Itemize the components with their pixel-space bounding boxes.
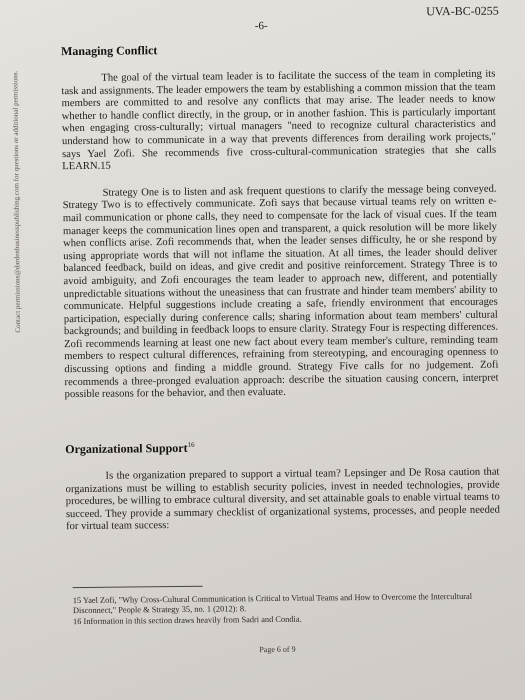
footnote-16: 16 Information in this section draws heavily from Sadri and Condia. bbox=[72, 614, 302, 627]
page-footer: Page 6 of 9 bbox=[259, 644, 296, 655]
paragraph-2: Strategy One is to listen and ask frequent questions to clarify the message being conveyed. Strategy Two is to effectively communicate. Zofi says that because virtual teams rely on written e-mail communication or phone calls, they need to compensate for the lack of visual cues. If the team manager keeps the communication lines open and transparent, a quick resolution will be more likely when conflicts arise. Zofi recommends that, when the leader senses difficulty, he or she respond by using appropriate words that will not inflame the situation. At all times, the leader should deliver balanced feedback, build on ideas, and give credit and positive reinforcement. Strategy Three is to avoid ambiguity, and Zofi encourages the team leader to approach new, different, and potentially unpredictable situations without the uneasiness that can frustrate and hinder team members' ability to communicate. Helpful suggestions include creating a safe, friendly environment that encourages participation, especially during conference calls; sharing information about team members' cultural backgrounds; and building in feedback loops to ensure clarity. Strategy Four is respecting differences. Zofi recommends learning at least one new fact about every team member's culture, reminding team members to respect cultural differences, refraining from stereotyping, and encouraging openness to discussing options and finding a middle ground. Strategy Five calls for no judgement. Zofi recommends a three-pronged evaluation approach: describe the situation causing concern, interpret possible reasons for the behavior, and then evaluate. bbox=[62, 183, 499, 401]
page-marker: -6- bbox=[254, 19, 268, 33]
side-permissions-note: Contact permissions@dardenbusinesspublishing.com for questions or additional permissions. bbox=[11, 70, 23, 333]
section-heading-managing-conflict: Managing Conflict bbox=[60, 43, 158, 59]
footnote-divider bbox=[73, 586, 203, 588]
section-organizational-support bbox=[65, 438, 500, 535]
section-managing-conflict bbox=[61, 40, 499, 402]
paragraph-1: The goal of the virtual team leader is to facilitate the success of the team in completing its task and assignments. The leader empowers the team by establishing a common mission that the team members are committed to and resolve any conflicts that may arise. The leader needs to know whether to handle conflict directly, in the group, or in another fashion. This is particularly important when engaging cross-culturally; virtual managers "need to recognize cultural characteristics and understand how to communicate in a way that prevents differences from derailing work projects," says Yael Zofi. She recommends five cross-cultural-communication strategies that she calls LEARN.15 bbox=[61, 68, 497, 173]
paragraph-3: Is the organization prepared to support a virtual team? Lepsinger and De Rosa caution that organizations must be willing to establish security policies, invest in needed technologies, provide procedures, be willing to embrace cultural diversity, and set attainable goals to enable virtual teams to succeed. They provide a summary checklist of organizational systems, processes, and people needed for virtual team success: bbox=[65, 466, 500, 533]
page-content bbox=[11, 0, 524, 700]
document-id: UVA-BC-0255 bbox=[426, 3, 499, 19]
section-heading-organizational-support: Organizational Support$^{16}$ bbox=[65, 440, 195, 457]
footnotes bbox=[73, 592, 505, 629]
footnote-15: 15 Yael Zofi, "Why Cross-Cultural Communication is Critical to Virtual Teams and How to Overcome the Intercultural Disconnect," People & Strategy 35, no. 1 (2012): 8. bbox=[72, 591, 473, 616]
